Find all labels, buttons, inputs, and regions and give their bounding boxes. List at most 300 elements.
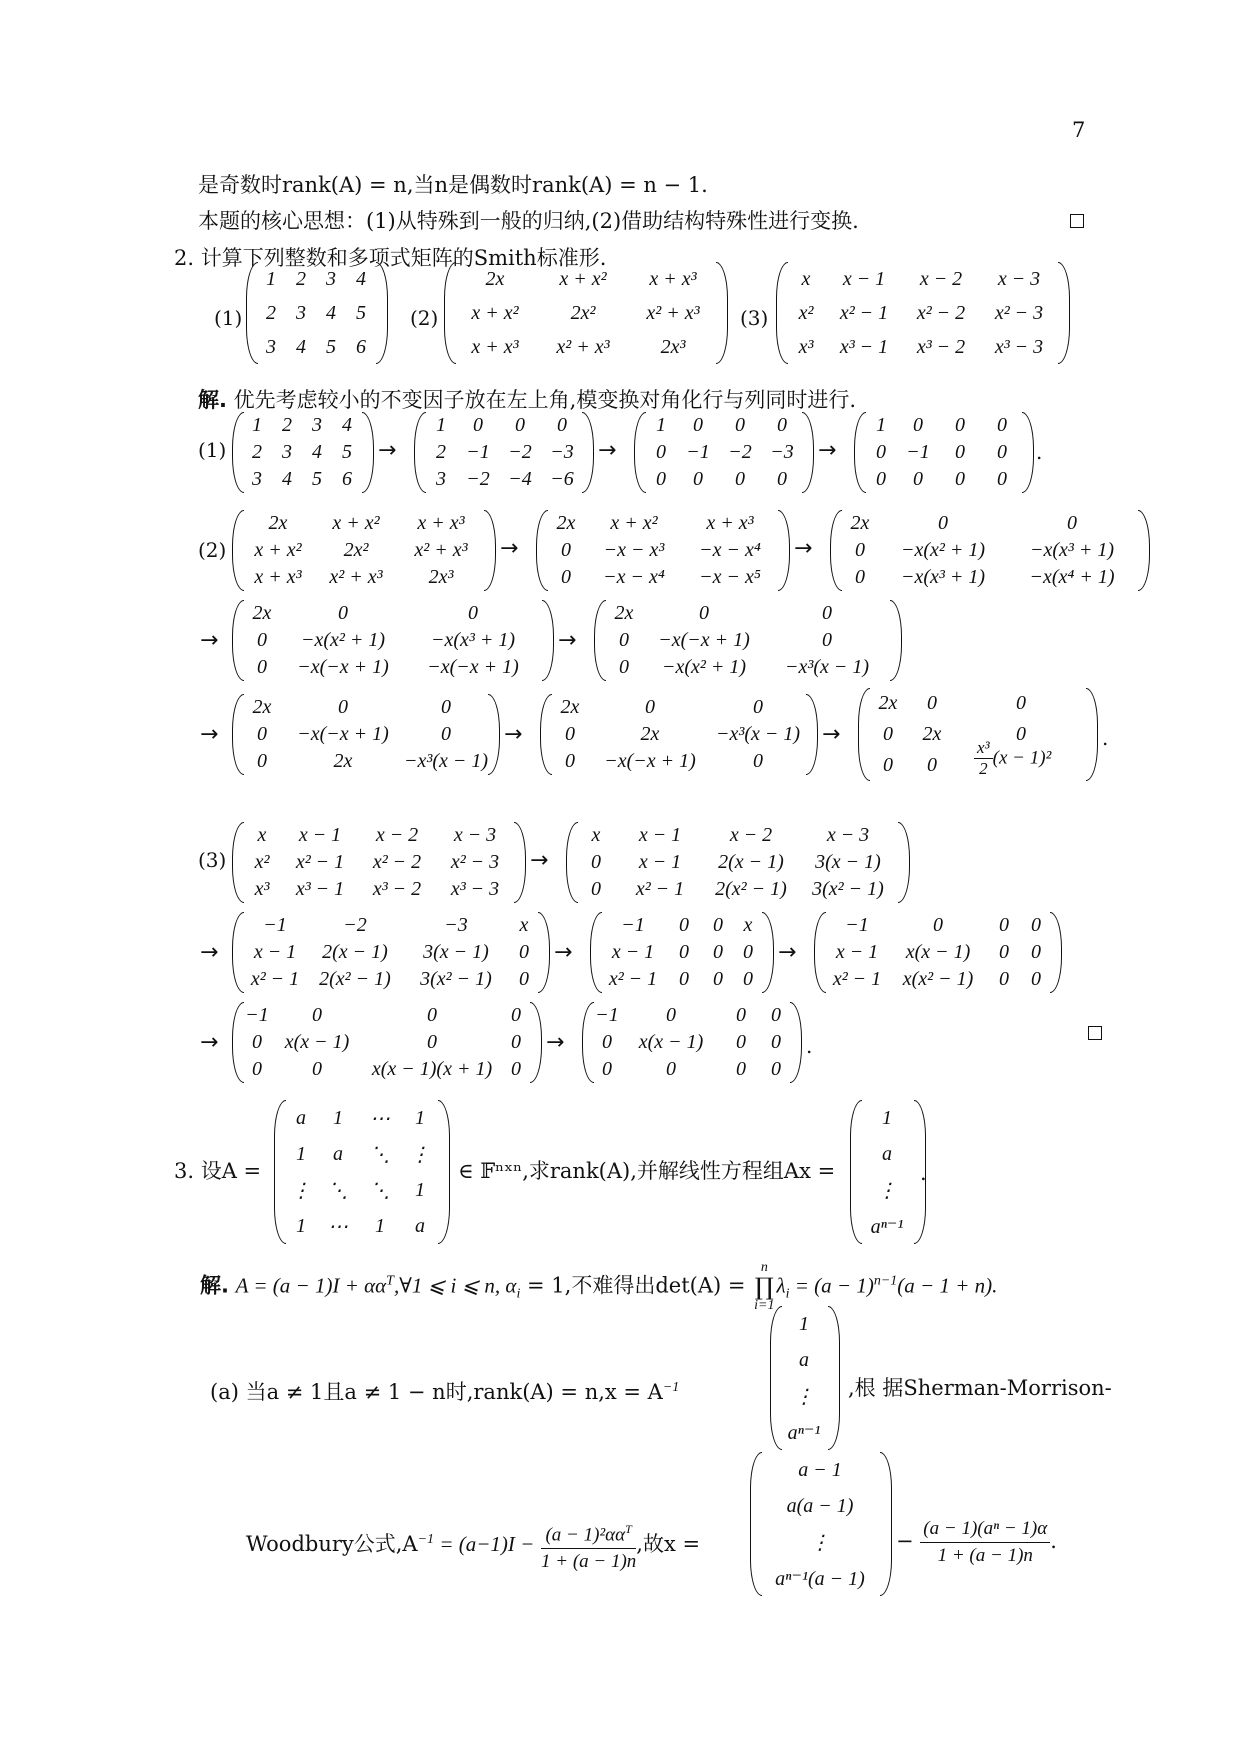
arrow: → — [558, 628, 577, 653]
matrix-2-cell: 2x — [485, 267, 505, 290]
sol3-r3-matrix-2-cell: x(x − 1) — [638, 1031, 704, 1053]
sol3-r1-matrix-2-cell: x − 2 — [729, 824, 773, 846]
sol3-r3-matrix-2-cell: 0 — [666, 1058, 676, 1080]
woodbury-mid: = (a−1)I − — [434, 1532, 535, 1557]
sol3-r3-matrix-1-right-paren — [530, 1002, 542, 1083]
sol1-matrix-3-cell: 0 — [656, 468, 666, 490]
sol3-r1-matrix-1-cell: x − 2 — [375, 824, 419, 846]
matrix-a — [284, 1100, 438, 1244]
sol2-r2-matrix-2-cell: 0 — [822, 629, 832, 651]
sol3-r2-matrix-2-cell: x − 1 — [611, 941, 655, 963]
matrix-3-cell: x² − 1 — [839, 301, 889, 324]
problem-3-solution-line — [200, 1260, 997, 1314]
matrix-a-cell: ⋮ — [291, 1179, 311, 1202]
sol3-r1-matrix-1-cell: x − 1 — [298, 824, 342, 846]
sol3-r3-matrix-2-cell: −1 — [595, 1004, 619, 1026]
sol3-r1-matrix-2-cell: 3(x − 1) — [815, 851, 881, 873]
sol2-r2-matrix-2-cell: −x(x² + 1) — [661, 656, 747, 678]
sol2-r3-matrix-1 — [242, 694, 488, 775]
sol1-matrix-3-cell: 0 — [777, 468, 787, 490]
sol1-matrix-2-cell: −4 — [508, 468, 532, 490]
sol3-r1-matrix-1-cell: x² − 2 — [372, 851, 422, 873]
sol1-matrix-4-cell: −1 — [906, 441, 930, 463]
arrow: → — [598, 438, 617, 463]
sol3-r3-matrix-1-cell: 0 — [511, 1004, 521, 1026]
sol3-r3-matrix-1-cell: 0 — [511, 1058, 521, 1080]
sol3-r1-matrix-2-cell: 0 — [591, 878, 601, 900]
sol3-r2-matrix-1-cell: −2 — [343, 914, 367, 936]
sol3-r2-matrix-3-cell: 0 — [999, 914, 1009, 936]
sol3-r2-matrix-1-cell: 2(x − 1) — [322, 941, 388, 963]
sol1-matrix-4-cell: 0 — [955, 414, 965, 436]
arrow: → — [200, 722, 219, 747]
sol3-r2-matrix-2-cell: x² − 1 — [608, 968, 658, 990]
case-a-vector-cell: ⋮ — [794, 1385, 814, 1408]
sol2-final-fraction — [974, 738, 1051, 779]
sol2-r1-matrix-3-cell: 0 — [1067, 512, 1077, 534]
sol3-r3-matrix-1-cell: 0 — [312, 1004, 322, 1026]
p3-solution-lead: 解. — [200, 1273, 229, 1298]
matrix-3-cell: x − 2 — [919, 267, 963, 290]
p3-sub-i: i — [516, 1286, 521, 1302]
p3-sol-text-3: = 1,不难得出det(A) = — [520, 1273, 746, 1298]
sol3-r3-matrix-2-cell: 0 — [602, 1031, 612, 1053]
sol3-r2-matrix-1-cell: 3(x² − 1) — [420, 968, 492, 990]
sol3-r1-matrix-1-right-paren — [514, 822, 526, 903]
sol3-r2-matrix-2-cell: x — [743, 914, 753, 936]
sol2-final-matrix-cell: 2x — [878, 692, 898, 714]
rhs-vector — [860, 1100, 914, 1244]
sol3-r1-matrix-1-cell: x³ − 3 — [450, 878, 500, 900]
sol2-r1-matrix-1-cell: 2x² — [343, 539, 369, 561]
sol2-r2-matrix-1 — [242, 600, 542, 681]
sol1-matrix-3-cell: −3 — [770, 441, 794, 463]
sol3-r2-matrix-1-cell: x — [519, 914, 529, 936]
sol3-r3-matrix-1-cell: 0 — [312, 1058, 322, 1080]
sol3-r1-matrix-2-cell: x — [591, 824, 601, 846]
sol1-matrix-1-right-paren — [362, 412, 374, 493]
matrix-3-cell: x² − 3 — [994, 301, 1044, 324]
sol3-r1-matrix-2-cell: 2(x² − 1) — [715, 878, 787, 900]
intro-line-2: 本题的核心思想：(1)从特殊到一般的归纳,(2)借助结构特殊性进行变换. — [198, 209, 859, 233]
sol2-r1-matrix-2-cell: x + x³ — [706, 512, 754, 534]
period: . — [1102, 726, 1109, 750]
sol2-r2-matrix-2-cell: 0 — [619, 656, 629, 678]
matrix-3-cell: x − 1 — [842, 267, 886, 290]
final-period: . — [1050, 1529, 1057, 1553]
sol2-r1-matrix-2 — [546, 510, 778, 591]
matrix-a-cell: ⋯ — [370, 1107, 390, 1130]
sol2-r2-matrix-1-cell: 0 — [257, 629, 267, 651]
p3-sol-text-5: = (a − 1) — [789, 1273, 874, 1298]
frac1-sup: T — [625, 1522, 632, 1536]
sol2-r3-matrix-1-cell: 0 — [257, 723, 267, 745]
sol1-matrix-2-cell: 0 — [557, 414, 567, 436]
p3-sup-n1: n−1 — [873, 1273, 898, 1289]
sol3-r3-matrix-2-cell: 0 — [771, 1058, 781, 1080]
case-a-text: (a) 当a ≠ 1且a ≠ 1 − n时,rank(A) = n,x = A — [210, 1380, 663, 1404]
matrix-1 — [256, 262, 376, 364]
sol3-r3-matrix-2-right-paren — [790, 1002, 802, 1083]
matrix-2-cell: x + x³ — [471, 335, 519, 358]
woodbury-lead: Woodbury公式,A — [246, 1532, 418, 1557]
sol3-r3-matrix-2-cell: 0 — [736, 1058, 746, 1080]
matrix-1-cell: 3 — [326, 267, 336, 290]
matrix-a-cell: ⋱ — [370, 1143, 390, 1166]
matrix-1-cell: 3 — [266, 335, 276, 358]
sol2-r3-matrix-1-cell: 2x — [333, 750, 353, 772]
sol3-r2-matrix-3-cell: x(x² − 1) — [902, 968, 974, 990]
sol2-r1-matrix-1-cell: x + x³ — [417, 512, 465, 534]
p3-sub-i-2: i — [785, 1286, 790, 1302]
matrix-3-cell: x − 3 — [997, 267, 1041, 290]
frac2-num: (a − 1)(aⁿ − 1)α — [920, 1516, 1050, 1543]
sol2-r1-matrix-2-cell: x + x² — [610, 512, 658, 534]
sol2-r3-matrix-1-cell: 2x — [252, 696, 272, 718]
problem-3-lead: 3. 设A = — [174, 1159, 262, 1183]
matrix-a-cell: ⋮ — [410, 1143, 430, 1166]
rhs-vector-cell: aⁿ⁻¹ — [870, 1215, 904, 1238]
sol3-r3-matrix-1-cell: 0 — [511, 1031, 521, 1053]
sol2-r3-matrix-2-cell: 0 — [753, 696, 763, 718]
matrix-1-cell: 2 — [296, 267, 306, 290]
solution-vector — [760, 1452, 880, 1596]
sol2-r2-matrix-2-cell: 2x — [614, 602, 634, 624]
solution-vector-cell: a − 1 — [798, 1458, 842, 1481]
p3-sol-text-6: (a − 1 + n). — [897, 1273, 998, 1298]
p3-lambda: λ — [776, 1273, 786, 1298]
matrix-2-cell: x + x³ — [649, 267, 697, 290]
solution-vector-cell: aⁿ⁻¹(a − 1) — [775, 1567, 865, 1590]
sol3-r1-matrix-2-cell: x² − 1 — [635, 878, 685, 900]
sol2-r3-matrix-2-cell: 0 — [645, 696, 655, 718]
sol2-final-matrix-cell: 0 — [883, 723, 893, 745]
sol1-matrix-3-cell: 0 — [777, 414, 787, 436]
sol3-r1-matrix-1-cell: x — [257, 824, 267, 846]
sol2-r3-matrix-2-cell: 0 — [565, 750, 575, 772]
matrix-a-cell: 1 — [415, 1178, 425, 1201]
sol1-matrix-1-cell: 3 — [252, 468, 262, 490]
matrix-1-cell: 3 — [296, 301, 306, 324]
sol2-final-matrix-cell: 0 — [1016, 692, 1026, 714]
sol3-r1-matrix-1-cell: x − 3 — [453, 824, 497, 846]
sol3-r3-matrix-1-cell: 0 — [252, 1031, 262, 1053]
case-a-vector-right-paren — [828, 1306, 840, 1450]
sol3-r2-matrix-1-cell: 3(x − 1) — [423, 941, 489, 963]
sol1-matrix-2-cell: 0 — [515, 414, 525, 436]
rhs-vector-cell: 1 — [882, 1106, 892, 1129]
sol2-r2-matrix-1-cell: 0 — [468, 602, 478, 624]
problem-3-period: . — [920, 1161, 927, 1185]
sol2-r1-matrix-2-right-paren — [778, 510, 790, 591]
sol3-r2-matrix-1-cell: x² − 1 — [250, 968, 300, 990]
matrix-a-cell: a — [415, 1214, 425, 1237]
sol3-r3-matrix-2-cell: 0 — [736, 1031, 746, 1053]
solution-vector-cell: a(a − 1) — [786, 1494, 854, 1517]
sol1-matrix-4-cell: 0 — [913, 468, 923, 490]
sol2-r3-matrix-2 — [550, 694, 806, 775]
sol3-r1-matrix-1-cell: x³ − 2 — [372, 878, 422, 900]
sol2-final-matrix-cell: 0 — [1016, 723, 1026, 745]
sol1-matrix-4-cell: 1 — [876, 414, 886, 436]
sol2-r1-matrix-1-cell: x + x² — [332, 512, 380, 534]
p3-sol-text-2: ,∀1 ⩽ i ⩽ n, α — [393, 1273, 517, 1298]
sol3-label: (3) — [198, 848, 227, 872]
sol1-matrix-4-cell: 0 — [876, 468, 886, 490]
sol3-r2-matrix-2-cell: 0 — [743, 941, 753, 963]
sol2-r2-matrix-1-cell: 0 — [257, 656, 267, 678]
sol2-r2-matrix-1-cell: −x(x² + 1) — [300, 629, 386, 651]
matrix-2-cell: x² + x³ — [556, 335, 610, 358]
sol3-r1-matrix-2-cell: 3(x² − 1) — [812, 878, 884, 900]
sol3-r2-matrix-3-cell: 0 — [999, 968, 1009, 990]
sol3-r2-matrix-2-cell: 0 — [679, 941, 689, 963]
sol2-r3-matrix-1-cell: 0 — [257, 750, 267, 772]
sol1-matrix-4-cell: 0 — [955, 468, 965, 490]
arrow: → — [504, 722, 523, 747]
sol1-matrix-2-cell: −3 — [550, 441, 574, 463]
arrow: → — [794, 536, 813, 561]
intro-line-1: 是奇数时rank(A) = n,当n是偶数时rank(A) = n − 1. — [198, 173, 708, 197]
sol1-matrix-2-cell: 1 — [436, 414, 446, 436]
sol2-r2-matrix-2-cell: 0 — [822, 602, 832, 624]
sol1-matrix-4-cell: 0 — [997, 441, 1007, 463]
fraction-2 — [920, 1516, 1050, 1569]
sol2-r3-matrix-1-cell: −x³(x − 1) — [404, 750, 489, 772]
sol2-r2-matrix-2-cell: 0 — [619, 629, 629, 651]
sol2-r1-matrix-2-cell: 2x — [556, 512, 576, 534]
sol2-r2-matrix-1-cell: 0 — [338, 602, 348, 624]
sol1-matrix-2-cell: −6 — [550, 468, 574, 490]
sol3-r1-matrix-1-cell: x² − 3 — [450, 851, 500, 873]
sol1-matrix-3-cell: 0 — [693, 414, 703, 436]
frac2-den: 1 + (a − 1)n — [937, 1545, 1033, 1566]
sol3-r2-matrix-1-cell: 0 — [519, 968, 529, 990]
sol1-matrix-3-cell: −2 — [728, 441, 752, 463]
frac1-num: (a − 1)²αα — [545, 1524, 626, 1546]
matrix-2-cell: 2x² — [570, 301, 596, 324]
matrix-3-cell: x³ − 3 — [994, 335, 1044, 358]
sol2-r1-matrix-1 — [242, 510, 484, 591]
arrow: → — [546, 1030, 565, 1055]
sol1-matrix-1-cell: 4 — [342, 414, 352, 436]
matrix-3-cell: x² − 2 — [916, 301, 966, 324]
sol3-r1-matrix-1-cell: x³ − 1 — [295, 878, 345, 900]
sol3-r3-matrix-1-cell: x(x − 1)(x + 1) — [371, 1058, 493, 1080]
matrix-a-cell: 1 — [415, 1106, 425, 1129]
arrow: → — [822, 722, 841, 747]
sol2-r3-matrix-1-cell: 0 — [441, 696, 451, 718]
sol3-r1-matrix-1-cell: x² − 1 — [295, 851, 345, 873]
sol2-r2-matrix-1-cell: −x(−x + 1) — [427, 656, 519, 678]
arrow: → — [200, 940, 219, 965]
sol2-r2-matrix-2-right-paren — [890, 600, 902, 681]
matrix-1-cell: 4 — [326, 301, 336, 324]
sol3-r3-matrix-2-cell: 0 — [771, 1004, 781, 1026]
prod-sym: ∏ — [754, 1273, 774, 1301]
sol3-r1-matrix-2-cell: x − 1 — [638, 851, 682, 873]
period: . — [806, 1034, 813, 1058]
sol3-r2-matrix-2-cell: 0 — [713, 941, 723, 963]
sol2-r1-matrix-1-cell: x² + x³ — [414, 539, 468, 561]
sol3-r2-matrix-3-cell: 0 — [933, 914, 943, 936]
sol1-matrix-2-cell: 0 — [473, 414, 483, 436]
sol2-label: (2) — [198, 538, 227, 562]
arrow: → — [778, 940, 797, 965]
sol3-r3-matrix-2 — [592, 1002, 790, 1083]
qed-box-2 — [1088, 1026, 1102, 1040]
sol2-r1-matrix-2-cell: 0 — [561, 566, 571, 588]
sol3-r3-matrix-1-cell: x(x − 1) — [284, 1031, 350, 1053]
sol2-r1-matrix-3-cell: 2x — [850, 512, 870, 534]
sol2-r2-matrix-2-cell: −x³(x − 1) — [784, 656, 870, 678]
sol1-matrix-1 — [242, 412, 362, 493]
rhs-vector-cell: a — [882, 1142, 892, 1165]
sol2-r1-matrix-2-cell: 0 — [561, 539, 571, 561]
sol2-r3-matrix-1-right-paren — [488, 694, 500, 775]
sol3-r3-matrix-1-cell: 0 — [427, 1031, 437, 1053]
sol2-r2-matrix-1-cell: −x(−x + 1) — [297, 656, 389, 678]
sol2-r3-matrix-1-cell: 0 — [441, 723, 451, 745]
sol2-r1-matrix-2-cell: −x − x⁴ — [699, 539, 761, 561]
matrix-2-cell: x + x² — [471, 301, 519, 324]
sol3-r1-matrix-2-right-paren — [898, 822, 910, 903]
sol2-r3-matrix-1-cell: −x(−x + 1) — [297, 723, 389, 745]
sol1-matrix-1-cell: 3 — [282, 441, 292, 463]
sol3-r1-matrix-2 — [576, 822, 898, 903]
matrix-3-cell: x — [801, 267, 811, 290]
arrow: → — [378, 438, 397, 463]
page-number: 7 — [1072, 118, 1086, 142]
product-symbol — [754, 1260, 774, 1314]
sol3-r2-matrix-3-cell: 0 — [1031, 941, 1041, 963]
sol2-r1-matrix-3-cell: −x(x³ + 1) — [900, 566, 986, 588]
sol2-r1-matrix-1-cell: 2x — [268, 512, 288, 534]
sol1-matrix-4-cell: 0 — [997, 468, 1007, 490]
sol1-matrix-4-cell: 0 — [913, 414, 923, 436]
sol1-matrix-1-cell: 5 — [312, 468, 322, 490]
sol2-r2-matrix-1-cell: 2x — [252, 602, 272, 624]
solution-vector-right-paren — [880, 1452, 892, 1596]
sol3-r3-matrix-1-cell: −1 — [245, 1004, 269, 1026]
matrix-a-cell: 1 — [296, 1214, 306, 1237]
matrix-2-cell: x² + x³ — [646, 301, 700, 324]
sol3-r3-matrix-2-cell: 0 — [602, 1058, 612, 1080]
matrix-2 — [454, 262, 716, 364]
sol2-r1-matrix-3-right-paren — [1138, 510, 1150, 591]
matrix-a-cell: ⋱ — [370, 1179, 390, 1202]
sol2-r3-matrix-2-cell: 0 — [753, 750, 763, 772]
sol2-r1-matrix-1-cell: x + x² — [254, 539, 302, 561]
sol1-matrix-2-cell: 3 — [436, 468, 446, 490]
sol3-r2-matrix-3-cell: x² − 1 — [832, 968, 882, 990]
sol3-r2-matrix-2-cell: −1 — [621, 914, 645, 936]
sol3-r2-matrix-3 — [824, 912, 1050, 993]
sol3-r1-matrix-2-cell: 0 — [591, 851, 601, 873]
problem-2-title: 2. 计算下列整数和多项式矩阵的Smith标准形. — [174, 246, 607, 270]
sol1-matrix-1-cell: 3 — [312, 414, 322, 436]
sol2-final-matrix-cell: 0 — [927, 754, 937, 776]
sol1-matrix-2-cell: −2 — [508, 441, 532, 463]
solution-text: 优先考虑较小的不变因子放在左上角,模变换对角化行与列同时进行. — [233, 388, 857, 412]
sol3-r3-matrix-2-cell: 0 — [736, 1004, 746, 1026]
sol2-r1-matrix-3-cell: −x(x³ + 1) — [1029, 539, 1115, 561]
sol3-r2-matrix-1-cell: −1 — [263, 914, 287, 936]
sol2-final-matrix-right-paren — [1086, 688, 1098, 781]
matrix-a-cell: a — [296, 1106, 306, 1129]
matrix-3-cell: x² — [798, 301, 814, 324]
label-2: (2) — [410, 306, 439, 330]
sol3-r2-matrix-2-right-paren — [762, 912, 774, 993]
arrow: → — [818, 438, 837, 463]
sol1-matrix-3-cell: 0 — [735, 414, 745, 436]
sol2-r1-matrix-2-cell: −x − x⁵ — [699, 566, 761, 588]
sol3-r2-matrix-2-cell: 0 — [713, 914, 723, 936]
sol2-r1-matrix-2-cell: −x − x³ — [603, 539, 665, 561]
arrow: → — [200, 628, 219, 653]
matrix-a-cell: a — [333, 1142, 343, 1165]
sol3-r2-matrix-3-cell: 0 — [999, 941, 1009, 963]
matrix-a-cell: ⋱ — [328, 1179, 348, 1202]
sol3-r2-matrix-1-cell: −3 — [444, 914, 468, 936]
matrix-1-cell: 2 — [266, 301, 276, 324]
sol2-r2-matrix-2-cell: −x(−x + 1) — [658, 629, 750, 651]
sol3-r1-matrix-2-cell: x − 1 — [638, 824, 682, 846]
sol1-matrix-3-right-paren — [802, 412, 814, 493]
label-3: (3) — [740, 306, 769, 330]
sol2-r1-matrix-3-cell: 0 — [855, 539, 865, 561]
sol2-final-matrix-cell: 0 — [927, 692, 937, 714]
solution-vector-cell: ⋮ — [810, 1531, 830, 1554]
frac1-den: 1 + (a − 1)n — [541, 1551, 637, 1573]
case-a-tail: ,根 据Sherman-Morrison- — [848, 1376, 1112, 1400]
p3-sup-t: T — [386, 1273, 394, 1289]
matrix-1-cell: 4 — [356, 267, 366, 290]
sol3-r2-matrix-2-cell: 0 — [743, 968, 753, 990]
sol1-label: (1) — [198, 438, 227, 462]
sol3-r2-matrix-3-cell: x − 1 — [835, 941, 879, 963]
sol1-matrix-1-cell: 2 — [282, 414, 292, 436]
sol3-r2-matrix-1-right-paren — [538, 912, 550, 993]
sol2-r3-matrix-2-right-paren — [806, 694, 818, 775]
p3-sol-text-1: A = (a − 1)I + αα — [235, 1273, 387, 1298]
sol1-matrix-4-cell: 0 — [955, 441, 965, 463]
sol3-r2-matrix-3-cell: −1 — [845, 914, 869, 936]
sol1-matrix-3-cell: 0 — [656, 441, 666, 463]
prod-top: n — [760, 1260, 768, 1275]
sol2-r1-matrix-3-cell: −x(x² + 1) — [900, 539, 986, 561]
sol2-r1-matrix-3-cell: −x(x⁴ + 1) — [1029, 566, 1115, 588]
sol2-final-matrix-cell: 0 — [883, 754, 893, 776]
sol3-r2-matrix-3-cell: x(x − 1) — [905, 941, 971, 963]
sol1-matrix-1-cell: 1 — [252, 414, 262, 436]
label-1: (1) — [214, 306, 243, 330]
qed-box-1 — [1070, 214, 1084, 228]
sol3-r1-matrix-2-cell: 2(x − 1) — [718, 851, 784, 873]
matrix-3 — [786, 262, 1058, 364]
arrow: → — [554, 940, 573, 965]
matrix-3-cell: x³ − 1 — [839, 335, 889, 358]
sol1-matrix-3 — [644, 412, 802, 493]
arrow: → — [200, 1030, 219, 1055]
sol2-r1-matrix-1-cell: x² + x³ — [329, 566, 383, 588]
sol1-matrix-3-cell: 0 — [693, 468, 703, 490]
sol2-r3-matrix-2-cell: 2x — [560, 696, 580, 718]
sol1-matrix-1-cell: 4 — [282, 468, 292, 490]
sol3-r1-matrix-2-cell: x − 3 — [826, 824, 870, 846]
sol2-r1-matrix-3 — [840, 510, 1138, 591]
sol2-r3-matrix-1-cell: 0 — [338, 696, 348, 718]
